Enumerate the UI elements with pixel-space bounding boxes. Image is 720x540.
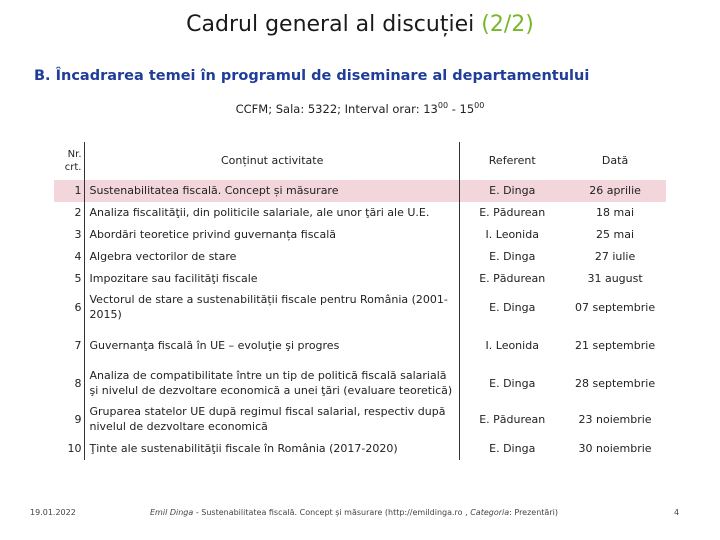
row-referent: E. Pădurean — [479, 271, 546, 285]
row-content: Vectorul de stare a sustenabilității fiscale pentru România (2001-2015) — [84, 290, 459, 326]
row-content: Sustenabilitatea fiscală. Concept și măsurare — [84, 180, 459, 202]
info-dash: - 15 — [448, 101, 475, 116]
info-start-minutes: 00 — [437, 101, 449, 110]
header-date: Dată — [601, 153, 629, 167]
footer-center-text: - Sustenabilitatea fiscală. Concept și măsurare (http://emildinga.ro , — [193, 508, 471, 517]
table-row — [54, 268, 666, 290]
slide-title-part: (2/2) — [481, 12, 534, 37]
footer-credit — [150, 508, 558, 517]
row-date: 07 septembrie — [575, 300, 656, 314]
row-content: Analiza fiscalităţii, din politicile salariale, ale unor ţări ale U.E. — [84, 202, 459, 224]
row-nr: 6 — [74, 300, 82, 314]
row-referent: I. Leonida — [485, 338, 539, 352]
row-content: Guvernanţa fiscală în UE – evoluţie şi progres — [84, 326, 459, 366]
row-content: Impozitare sau facilităţi fiscale — [84, 268, 459, 290]
row-date: 21 septembrie — [575, 338, 656, 352]
footer-category-value: : Prezentări) — [509, 508, 558, 517]
row-nr: 8 — [74, 376, 82, 390]
row-content: Gruparea statelor UE după regimul fiscal salarial, respectiv după nivelul de dezvoltare economică — [84, 402, 459, 438]
row-content: Abordări teoretice privind guvernanța fiscală — [84, 224, 459, 246]
row-date: 28 septembrie — [575, 376, 656, 390]
row-referent: E. Dinga — [489, 441, 536, 455]
slide-title-text: Cadrul general al discuției — [186, 12, 475, 37]
row-date: 27 iulie — [594, 249, 636, 263]
row-nr: 10 — [67, 441, 82, 455]
footer-category-label: Categoria — [470, 508, 510, 517]
header-nr: Nr. crt. — [64, 148, 82, 173]
table-row — [54, 438, 666, 460]
table-row — [54, 366, 666, 402]
header-referent: Referent — [488, 153, 536, 167]
table-row — [54, 290, 666, 326]
row-content: Analiza de compatibilitate între un tip de politică fiscală salarială şi nivelul de dezvoltare economică a unei ţări (evaluare teoretică) — [84, 366, 459, 402]
row-referent: E. Dinga — [489, 376, 536, 390]
table-row — [54, 224, 666, 246]
row-date: 31 august — [587, 271, 643, 285]
row-referent: I. Leonida — [485, 227, 539, 241]
row-nr: 3 — [74, 227, 82, 241]
row-date: 30 noiembrie — [578, 441, 652, 455]
row-date: 23 noiembrie — [578, 412, 652, 426]
row-date: 18 mai — [596, 205, 635, 219]
table-row — [54, 326, 666, 366]
row-nr: 2 — [74, 205, 82, 219]
row-nr: 7 — [74, 338, 82, 352]
info-end-minutes: 00 — [474, 101, 485, 110]
row-referent: E. Pădurean — [479, 205, 546, 219]
row-referent: E. Pădurean — [479, 412, 546, 426]
row-referent: E. Dinga — [459, 180, 564, 202]
table-row — [54, 246, 666, 268]
footer-author: Emil Dinga — [150, 508, 194, 517]
row-date: 26 aprilie — [565, 180, 666, 202]
row-content: Ţinte ale sustenabilităţii fiscale în România (2017-2020) — [84, 438, 459, 460]
info-line — [0, 101, 720, 116]
row-nr: 9 — [74, 412, 82, 426]
row-nr: 5 — [74, 271, 82, 285]
row-referent: E. Dinga — [489, 249, 536, 263]
slide-title — [0, 12, 720, 37]
schedule-table — [54, 142, 666, 460]
section-subtitle: B. Încadrarea temei în programul de diseminare al departamentului — [34, 68, 590, 84]
info-text: CCFM; Sala: 5322; Interval orar: 13 — [235, 101, 438, 116]
header-content: Conținut activitate — [84, 142, 459, 180]
page-number: 4 — [674, 508, 680, 517]
table-row — [54, 180, 666, 202]
row-nr: 1 — [54, 180, 84, 202]
footer-date: 19.01.2022 — [30, 508, 76, 517]
table-row — [54, 202, 666, 224]
row-date: 25 mai — [596, 227, 635, 241]
table-header-row — [54, 142, 666, 180]
row-content: Algebra vectorilor de stare — [84, 246, 459, 268]
row-referent: E. Dinga — [489, 300, 536, 314]
row-nr: 4 — [74, 249, 82, 263]
table-row — [54, 402, 666, 438]
